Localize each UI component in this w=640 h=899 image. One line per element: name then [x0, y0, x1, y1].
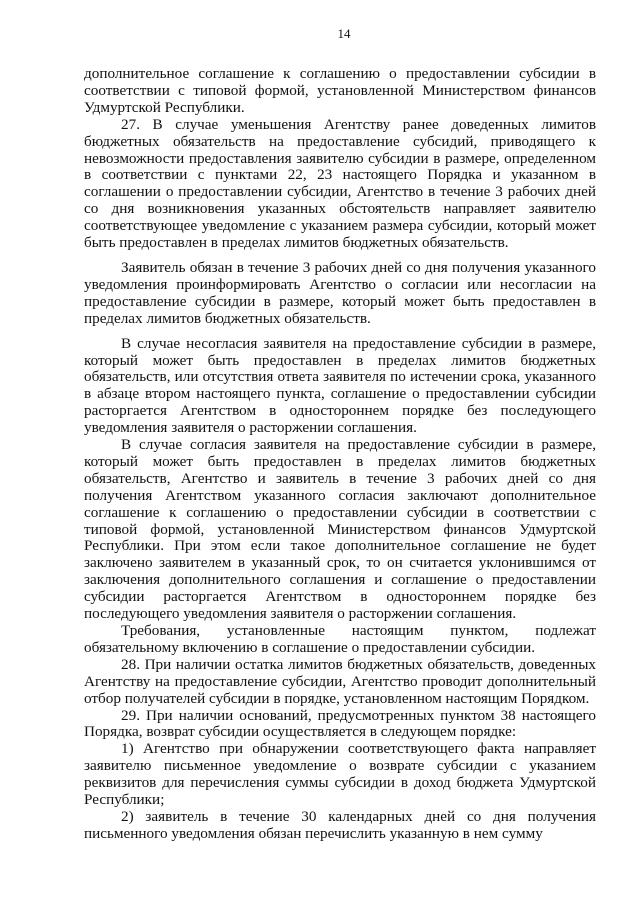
paragraph-item-1: 1) Агентство при обнаружении соответствующего факта направляет заявителю письменное уведомление о возврате субсидии с указанием реквизитов для перечисления суммы субсидии в доход бюджета Удмуртской Республики;	[84, 740, 596, 809]
paragraph-clause-27: 27. В случае уменьшения Агентству ранее доведенных лимитов бюджетных обязательств на предоставление субсидий, приводящего к невозможности предоставления заявителю субсидии в размере, определенном в соответствии с пунктами 22, 23 настоящего Порядка и указанном в соглашении о предоставлении субсидии, Агентство в течение 3 рабочих дней со дня возникновения указанных обстоятельств направляет заявителю соответствующее уведомление с указанием размера субсидии, который может быть предоставлен в пределах лимитов бюджетных обязательств.	[84, 115, 596, 252]
paragraph-clause-29: 29. При наличии оснований, предусмотренных пунктом 38 настоящего Порядка, возврат субсидии осуществляется в следующем порядке:	[84, 706, 596, 741]
paragraph-requirements: Требования, установленные настоящим пунктом, подлежат обязательному включению в соглашение о предоставлении субсидии.	[84, 622, 596, 656]
paragraph-applicant-obligation: Заявитель обязан в течение 3 рабочих дней со дня получения указанного уведомления проинформировать Агентство о согласии или несогласии на предоставление субсидии в размере, который может быть предоставлен в пределах лимитов бюджетных обязательств.	[84, 258, 596, 327]
paragraph-continuation: дополнительное соглашение к соглашению о предоставлении субсидии в соответствии с типовой формой, установленной Министерством финансов Удмуртской Республики.	[84, 65, 596, 116]
paragraph-item-2: 2) заявитель в течение 30 календарных дней со дня получения письменного уведомления обязан перечислить указанную в нем сумму	[84, 807, 596, 842]
paragraph-agreement: В случае согласия заявителя на предоставление субсидии в размере, который может быть предоставлен в пределах лимитов бюджетных обязательств, Агентство и заявитель в течение 3 рабочих дней со дня получения Агентством указанного согласия заключают дополнительное соглашение к соглашению о предоставлении субсидии в соответствии с типовой формой, установленной Министерством финансов Удмуртской Республики. При этом если такое дополнительное соглашение не будет заключено заявителем в указанный срок, то он считается уклонившимся от заключения дополнительного соглашения и соглашение о предоставлении субсидии расторгается Агентством в одностороннем порядке без последующего уведомления заявителя о расторжении соглашения.	[84, 436, 596, 623]
paragraph-disagreement: В случае несогласия заявителя на предоставление субсидии в размере, который может быть предоставлен в пределах лимитов бюджетных обязательств, или отсутствия ответа заявителя по истечении срока, указанного в абзаце втором настоящего пункта, соглашение о предоставлении субсидии расторгается Агентством в одностороннем порядке без последующего уведомления заявителя о расторжении соглашения.	[84, 334, 596, 437]
page-number: 14	[337, 26, 351, 41]
paragraph-clause-28: 28. При наличии остатка лимитов бюджетных обязательств, доведенных Агентству на предоставление субсидии, Агентство проводит дополнительный отбор получателей субсидии в порядке, установленном настоящим Порядком.	[84, 655, 596, 707]
